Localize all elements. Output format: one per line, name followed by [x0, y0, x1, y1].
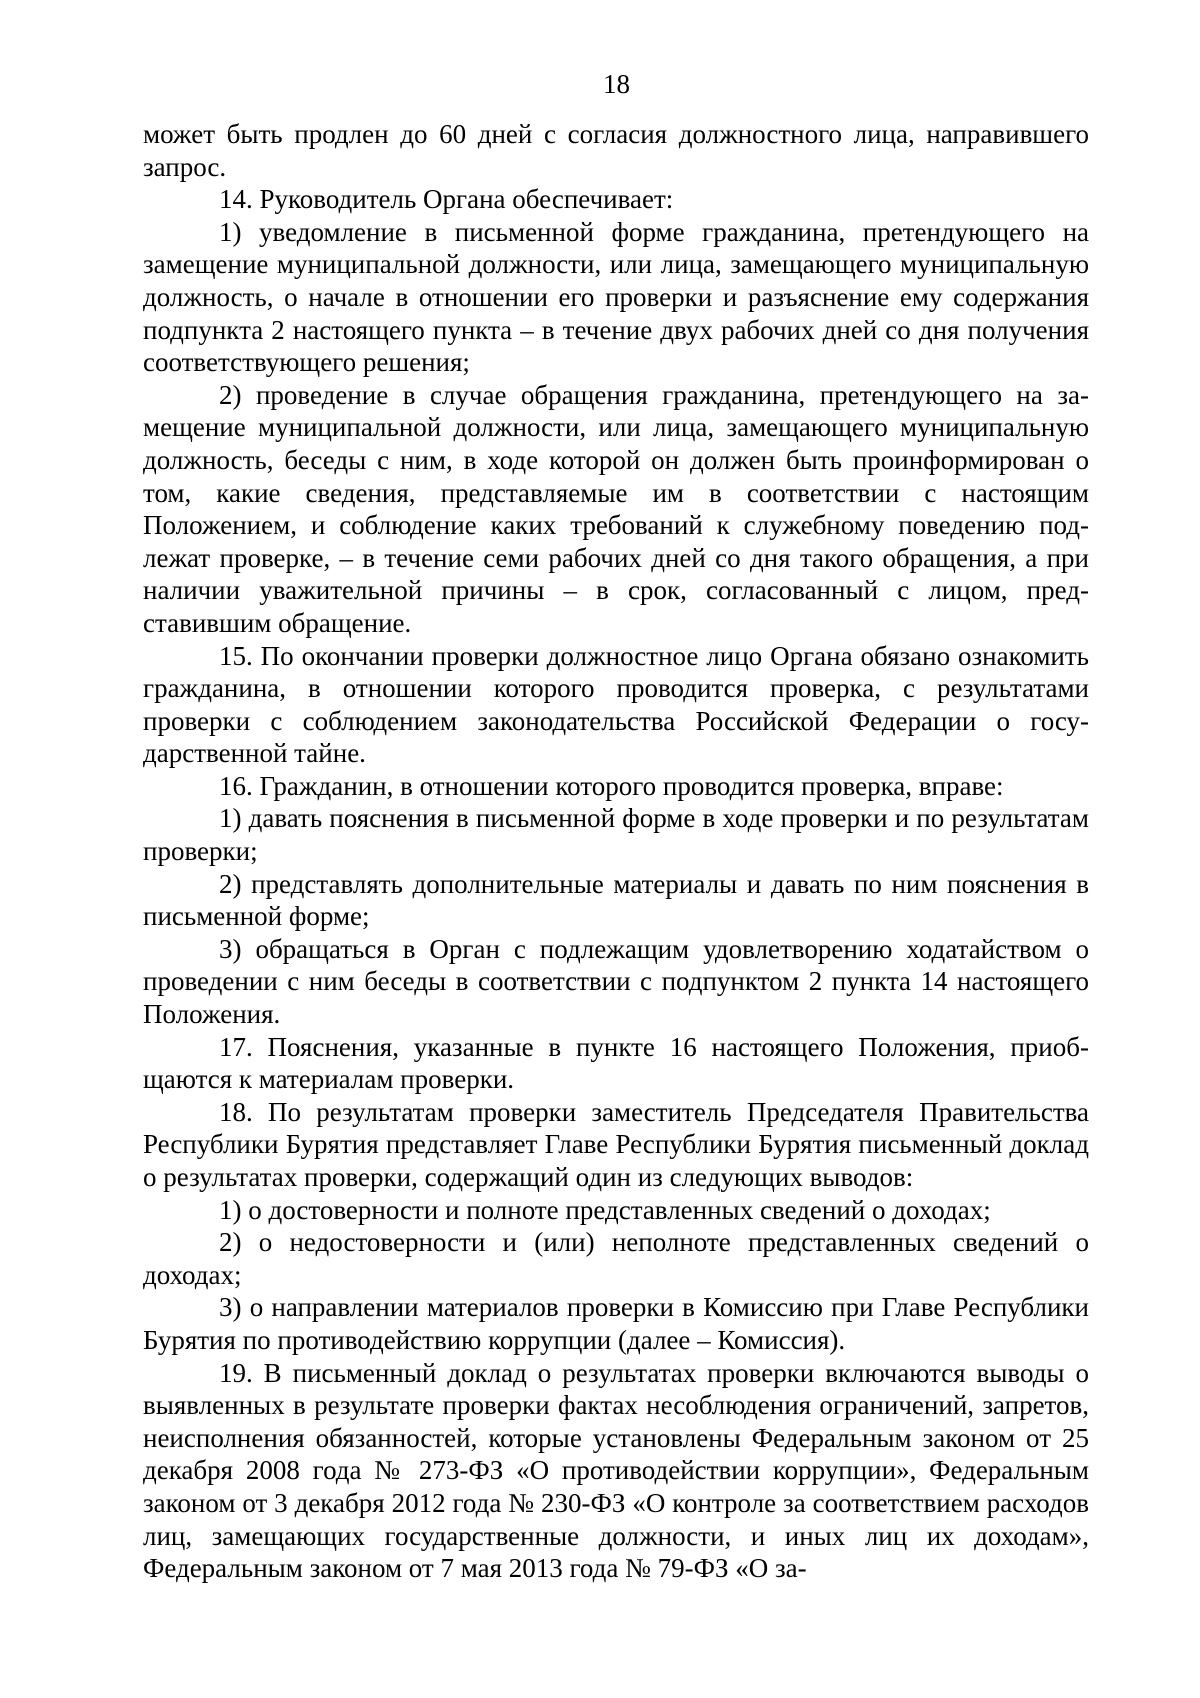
paragraph-8: 2) представлять дополнительные материалы и давать по ним пояснения в письменной форме;: [143, 868, 1089, 932]
paragraph-15: 19. В письменный доклад о результатах проверки включаются выводы о выявленных в результате проверки фактах несоблюдения ограничений, запретов, неисполнения обязанностей, которые установлены Федеральным законом от 25 декабря 2008 года № 273-ФЗ «О противодействии коррупции», Федеральным законом от 3 декабря 2012 года № 230-ФЗ «О контроле за соответствием расходов лиц, замещающих государственные должности, и иных лиц их доходам», Федеральным законом от 7 мая 2013 года № 79-ФЗ «О за-: [143, 1357, 1089, 1584]
paragraph-6: 16. Гражданин, в отношении которого проводится проверка, вправе:: [219, 770, 1004, 801]
paragraph-9: 3) обращаться в Орган с подлежащим удовлетворению ходатайством о проведении с ним беседы в соответствии с подпунктом 2 пункта 14 настоящего Положения.: [143, 933, 1089, 1030]
paragraph-12: 1) о достоверности и полноте представленных сведений о доходах;: [219, 1194, 991, 1225]
paragraph-2: 14. Руководитель Органа обеспечивает:: [219, 184, 674, 215]
paragraph-11: 18. По результатам проверки заместитель Председателя Правительства Республики Бурятия представляет Главе Республики Бурятия письменный доклад о результатах проверки, содержащий один из следующих выводов:: [143, 1096, 1089, 1192]
paragraph-13: 2) о недостоверности и (или) неполноте представленных сведений о доходах;: [143, 1227, 1089, 1290]
paragraph-4: 2) проведение в случае обращения гражданина, претендующего на замещение муниципальной должности, или лица, замещающего муниципальную должность, беседы с ним, в ходе которой он должен быть проинформирован о том, какие сведения, представляемые им в соответствии с настоящим Положением, и соблюдение каких требований к служебному поведению подлежат проверке, – в течение семи рабочих дней со дня такого обращения, а при наличии уважительной причины – в срок, согласованный с лицом, представившим обращение.: [143, 379, 1089, 638]
paragraph-5: 15. По окончании проверки должностное лицо Органа обязано ознакомить гражданина, в отношении которого проводится проверка, с результатами проверки с соблюдением законодательства Российской Федерации о государственной тайне.: [143, 640, 1089, 769]
paragraph-1: может быть продлен до 60 дней с согласия должностного лица, направившего запрос.: [143, 119, 1089, 182]
document-body: [143, 118, 1089, 1585]
paragraph-10: 17. Пояснения, указанные в пункте 16 настоящего Положения, приобщаются к материалам проверки.: [143, 1031, 1089, 1095]
paragraph-7: 1) давать пояснения в письменной форме в ходе проверки и по результатам проверки;: [143, 803, 1089, 867]
paragraph-3: 1) уведомление в письменной форме гражданина, претендующего на замещение муниципальной должности, или лица, замещающего муниципальную должность, о начале в отношении его проверки и разъяснение ему содержания подпункта 2 настоящего пункта – в течение двух рабочих дней со дня получения соответствующего решения;: [143, 216, 1089, 378]
page-number: 18: [603, 69, 630, 99]
paragraph-14: 3) о направлении материалов проверки в Комиссию при Главе Республики Бурятия по противодействию коррупции (далее – Комиссия).: [143, 1292, 1089, 1355]
